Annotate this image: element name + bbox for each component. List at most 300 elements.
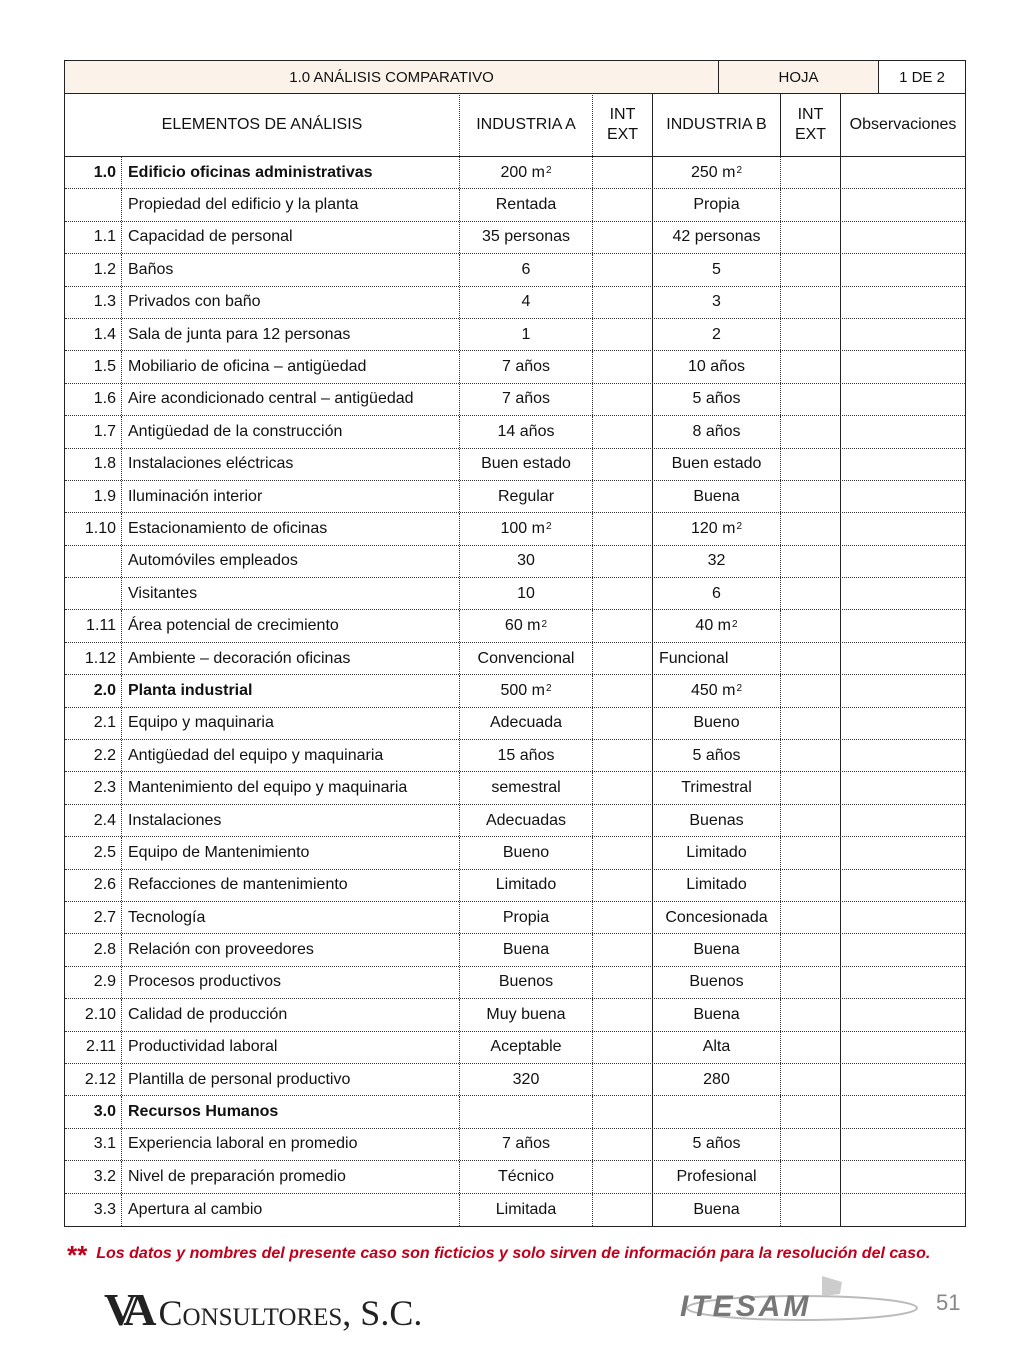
row-element <box>122 287 460 318</box>
table-row <box>65 1064 965 1096</box>
row-number <box>65 772 122 803</box>
row-industry-a <box>460 222 593 253</box>
row-industry-a <box>460 319 593 350</box>
row-industry-a <box>460 578 593 609</box>
row-industry-b <box>653 1194 781 1226</box>
row-int-ext-a <box>593 934 653 965</box>
row-element-text: Equipo y maquinaria <box>128 714 274 732</box>
row-observations <box>841 449 965 480</box>
row-industry-b-text: Buenas <box>689 811 744 829</box>
row-number <box>65 1129 122 1160</box>
row-int-ext-b <box>781 1032 841 1063</box>
page-number: 51 <box>936 1290 961 1315</box>
row-number-text: 2.2 <box>93 746 116 764</box>
row-element-text: Productividad laboral <box>128 1038 278 1056</box>
iteso-logo-text: ITESAM <box>680 1290 812 1323</box>
row-industry-b <box>653 837 781 868</box>
row-int-ext-a <box>593 902 653 933</box>
row-element <box>122 610 460 641</box>
row-element-text: Estacionamiento de oficinas <box>128 519 328 537</box>
row-number-text: 1.7 <box>93 422 116 440</box>
note-stars: ** <box>66 1240 87 1266</box>
row-number <box>65 319 122 350</box>
row-number-text: 1.4 <box>93 325 116 343</box>
row-number <box>65 902 122 933</box>
row-element-text: Plantilla de personal productivo <box>128 1070 351 1088</box>
table-row <box>65 837 965 869</box>
row-industry-a <box>460 837 593 868</box>
row-number-text: 2.8 <box>93 941 116 959</box>
row-industry-a-text: Buenos <box>498 973 554 991</box>
row-industry-a <box>460 189 593 220</box>
row-industry-b-text: Bueno <box>693 714 740 732</box>
table-row <box>65 222 965 254</box>
row-industry-b <box>653 513 781 544</box>
row-industry-b-text: 42 personas <box>672 228 761 246</box>
row-int-ext-b <box>781 481 841 512</box>
row-number <box>65 1064 122 1095</box>
row-industry-a <box>460 287 593 318</box>
row-element-text: Área potencial de crecimiento <box>128 617 339 635</box>
disclaimer-note <box>66 1240 966 1266</box>
row-int-ext-a <box>593 1032 653 1063</box>
row-industry-a <box>460 934 593 965</box>
row-industry-a-text: 10 <box>517 584 535 602</box>
row-industry-b <box>653 351 781 382</box>
row-observations <box>841 222 965 253</box>
row-int-ext-a <box>593 222 653 253</box>
row-industry-a-text: Bueno <box>502 843 550 861</box>
row-industry-b <box>653 1032 781 1063</box>
va-logo-mark: VA <box>104 1284 149 1335</box>
row-observations <box>841 837 965 868</box>
row-number <box>65 189 122 220</box>
row-element-text: Propiedad del edificio y la planta <box>128 196 359 214</box>
row-observations <box>841 287 965 318</box>
row-element <box>122 708 460 739</box>
row-number <box>65 1161 122 1192</box>
row-number <box>65 546 122 577</box>
row-industry-a-text: 320 <box>512 1070 540 1088</box>
row-element-text: Edificio oficinas administrativas <box>128 163 373 181</box>
row-industry-a <box>460 1032 593 1063</box>
row-element-text: Instalaciones <box>128 811 222 829</box>
table-row <box>65 1032 965 1064</box>
row-element-text: Procesos productivos <box>128 973 281 991</box>
row-element-text: Equipo de Mantenimiento <box>128 843 310 861</box>
row-industry-a <box>460 1064 593 1095</box>
row-element <box>122 578 460 609</box>
row-number-text: 1.9 <box>93 487 116 505</box>
column-header-row <box>64 93 966 157</box>
row-industry-a <box>460 708 593 739</box>
row-int-ext-b <box>781 740 841 771</box>
row-observations <box>841 1096 965 1127</box>
row-observations <box>841 902 965 933</box>
row-industry-a <box>460 870 593 901</box>
row-industry-a-text: Limitada <box>495 1200 557 1218</box>
row-number-text: 1.0 <box>93 163 116 181</box>
row-number-text: 3.1 <box>93 1135 116 1153</box>
row-industry-b-text: Propia <box>693 196 740 214</box>
row-element-text: Refacciones de mantenimiento <box>128 876 348 894</box>
row-observations <box>841 319 965 350</box>
row-industry-a-text: 15 años <box>497 746 555 764</box>
row-number <box>65 416 122 447</box>
row-industry-b-superscript: 2 <box>732 618 738 630</box>
row-element <box>122 319 460 350</box>
row-int-ext-a <box>593 578 653 609</box>
row-number-text: 3.3 <box>93 1200 116 1218</box>
row-element <box>122 189 460 220</box>
row-number-text: 2.3 <box>93 779 116 797</box>
row-industry-a <box>460 643 593 674</box>
row-industry-b <box>653 449 781 480</box>
row-number-text: 1.1 <box>93 228 116 246</box>
row-industry-b <box>653 675 781 706</box>
row-element-text: Automóviles empleados <box>128 552 298 570</box>
header-int-ext-b <box>781 93 841 156</box>
row-industry-b-text: 5 años <box>692 390 741 408</box>
row-observations <box>841 708 965 739</box>
row-industry-b <box>653 222 781 253</box>
row-industry-a <box>460 675 593 706</box>
row-int-ext-a <box>593 254 653 285</box>
row-industry-b-superscript: 2 <box>736 521 743 533</box>
row-industry-b-text: 450 m <box>690 681 736 699</box>
row-industry-b-text: 250 m <box>690 163 736 181</box>
row-observations <box>841 546 965 577</box>
row-int-ext-a <box>593 189 653 220</box>
row-industry-b <box>653 254 781 285</box>
row-int-ext-a <box>593 1064 653 1095</box>
row-industry-a <box>460 254 593 285</box>
row-observations <box>841 157 965 188</box>
table-row <box>65 999 965 1031</box>
row-element-text: Privados con baño <box>128 293 261 311</box>
row-industry-a-text: 7 años <box>501 1135 551 1153</box>
row-industry-b <box>653 546 781 577</box>
table-row <box>65 254 965 286</box>
row-element <box>122 643 460 674</box>
row-industry-a-text: 35 personas <box>481 228 571 246</box>
row-number <box>65 578 122 609</box>
row-observations <box>841 999 965 1030</box>
row-number <box>65 675 122 706</box>
row-element <box>122 1032 460 1063</box>
row-industry-a <box>460 1129 593 1160</box>
table-row <box>65 870 965 902</box>
row-industry-b-text: Limitado <box>686 843 747 861</box>
row-element <box>122 1096 460 1127</box>
row-element <box>122 772 460 803</box>
table-row <box>65 643 965 675</box>
table-row <box>65 967 965 999</box>
table-row <box>65 708 965 740</box>
row-int-ext-a <box>593 449 653 480</box>
row-int-ext-b <box>781 1064 841 1095</box>
row-element-text: Experiencia laboral en promedio <box>128 1135 358 1153</box>
row-industry-a-text: 14 años <box>497 422 555 440</box>
row-element <box>122 351 460 382</box>
row-element-text: Visitantes <box>128 584 198 602</box>
row-int-ext-b <box>781 513 841 544</box>
row-int-ext-b <box>781 934 841 965</box>
va-consultores-logo <box>104 1283 422 1336</box>
row-industry-b <box>653 934 781 965</box>
row-number <box>65 805 122 836</box>
row-element-text: Instalaciones eléctricas <box>128 455 294 473</box>
row-int-ext-a <box>593 870 653 901</box>
header-observations: Observaciones <box>849 115 957 133</box>
row-industry-a-text: Convencional <box>477 649 575 667</box>
header-int-ext-a <box>593 93 653 156</box>
row-number <box>65 1194 122 1226</box>
row-element-text: Relación con proveedores <box>128 941 314 959</box>
row-industry-a-text: Regular <box>497 487 555 505</box>
row-industry-a-text: 4 <box>521 293 531 311</box>
row-number-text: 1.2 <box>93 260 116 278</box>
row-int-ext-a <box>593 416 653 447</box>
table-row <box>65 1194 965 1226</box>
row-int-ext-b <box>781 449 841 480</box>
row-industry-b-superscript: 2 <box>736 165 743 177</box>
row-observations <box>841 513 965 544</box>
row-observations <box>841 1064 965 1095</box>
row-number <box>65 934 122 965</box>
row-industry-b-text: Buen estado <box>671 455 762 473</box>
table-row <box>65 513 965 545</box>
table-row <box>65 351 965 383</box>
row-int-ext-b <box>781 999 841 1030</box>
row-industry-b-text: 32 <box>707 552 726 570</box>
row-int-ext-a <box>593 772 653 803</box>
row-industry-b <box>653 1096 781 1127</box>
table-row <box>65 934 965 966</box>
table-row <box>65 1129 965 1161</box>
row-int-ext-b <box>781 287 841 318</box>
row-number <box>65 999 122 1030</box>
row-industry-b <box>653 578 781 609</box>
row-element-text: Tecnología <box>128 908 206 926</box>
row-element <box>122 481 460 512</box>
row-industry-a-text: Adecuada <box>489 714 563 732</box>
row-industry-a <box>460 1096 593 1127</box>
row-industry-b-text: Buena <box>693 1005 740 1023</box>
row-observations <box>841 416 965 447</box>
row-element-text: Apertura al cambio <box>128 1200 263 1218</box>
row-number-text: 2.11 <box>86 1038 116 1056</box>
row-element <box>122 254 460 285</box>
row-int-ext-a <box>593 384 653 415</box>
row-observations <box>841 578 965 609</box>
header-int-a: INT <box>609 105 636 123</box>
row-int-ext-b <box>781 189 841 220</box>
row-industry-b <box>653 999 781 1030</box>
row-observations <box>841 643 965 674</box>
row-industry-b-text: 5 <box>712 260 721 278</box>
iteso-logo <box>672 1272 922 1332</box>
header-ext-a: EXT <box>606 125 639 143</box>
va-logo-text: Consultores, S.C. <box>158 1293 423 1333</box>
row-number-text: 1.8 <box>93 455 116 473</box>
row-element-text: Antigüedad del equipo y maquinaria <box>128 746 384 764</box>
row-int-ext-a <box>593 999 653 1030</box>
row-industry-b-text: 5 años <box>692 746 741 764</box>
table-row <box>65 546 965 578</box>
row-element-text: Sala de junta para 12 personas <box>128 325 351 343</box>
row-number <box>65 157 122 188</box>
row-industry-b-text: 120 m <box>690 519 736 537</box>
row-element <box>122 222 460 253</box>
table-row <box>65 481 965 513</box>
row-industry-b <box>653 189 781 220</box>
row-int-ext-a <box>593 546 653 577</box>
sheet-title: 1.0 ANÁLISIS COMPARATIVO <box>65 61 719 93</box>
row-industry-a <box>460 513 593 544</box>
row-number <box>65 708 122 739</box>
row-element-text: Antigüedad de la construcción <box>128 422 343 440</box>
row-industry-b <box>653 384 781 415</box>
row-industry-b-text: Alta <box>702 1038 731 1056</box>
row-element-text: Nivel de preparación promedio <box>128 1167 346 1185</box>
row-industry-b-text: Buena <box>693 487 740 505</box>
table-row <box>65 902 965 934</box>
row-element <box>122 513 460 544</box>
row-industry-b-text: 10 años <box>688 358 745 376</box>
row-industry-a-superscript: 2 <box>541 618 548 630</box>
row-industry-a <box>460 772 593 803</box>
row-int-ext-a <box>593 1194 653 1226</box>
row-element-text: Aire acondicionado central – antigüedad <box>128 390 414 408</box>
row-number-text: 1.6 <box>93 390 116 408</box>
row-int-ext-b <box>781 351 841 382</box>
row-number <box>65 384 122 415</box>
row-industry-a-text: Rentada <box>495 196 557 214</box>
row-industry-a <box>460 481 593 512</box>
row-element <box>122 967 460 998</box>
row-number <box>65 643 122 674</box>
row-number <box>65 610 122 641</box>
row-number <box>65 967 122 998</box>
row-observations <box>841 1161 965 1192</box>
row-element <box>122 740 460 771</box>
row-industry-b-text: Profesional <box>676 1167 757 1185</box>
row-observations <box>841 189 965 220</box>
row-number-text: 2.12 <box>84 1070 116 1088</box>
row-number-text: 2.7 <box>93 908 116 926</box>
row-industry-a <box>460 999 593 1030</box>
row-industry-a-text: Técnico <box>497 1167 555 1185</box>
row-observations <box>841 934 965 965</box>
row-observations <box>841 805 965 836</box>
row-industry-b <box>653 481 781 512</box>
row-number <box>65 740 122 771</box>
header-industry-a: INDUSTRIA A <box>460 93 593 156</box>
row-industry-a <box>460 610 593 641</box>
row-industry-b <box>653 1129 781 1160</box>
row-observations <box>841 675 965 706</box>
row-industry-b-text: Limitado <box>686 876 747 894</box>
row-element <box>122 805 460 836</box>
row-element-text: Calidad de producción <box>128 1005 288 1023</box>
row-int-ext-b <box>781 416 841 447</box>
row-industry-b <box>653 157 781 188</box>
row-observations <box>841 967 965 998</box>
row-int-ext-b <box>781 675 841 706</box>
row-industry-a-text: Aceptable <box>490 1038 562 1056</box>
row-int-ext-b <box>781 1161 841 1192</box>
row-industry-b <box>653 1064 781 1095</box>
row-element-text: Iluminación interior <box>128 487 263 505</box>
table-row <box>65 1096 965 1128</box>
table-row <box>65 1161 965 1193</box>
row-number <box>65 449 122 480</box>
row-industry-a-text: Limitado <box>495 876 557 894</box>
table-row <box>65 319 965 351</box>
row-element-text: Capacidad de personal <box>128 228 293 246</box>
row-industry-a-superscript: 2 <box>545 521 552 533</box>
row-element <box>122 1161 460 1192</box>
note-text: Los datos y nombres del presente caso son ficticios y solo sirven de información para la resolución del caso. <box>96 1245 931 1262</box>
row-industry-a-superscript: 2 <box>545 165 552 177</box>
row-element-text: Baños <box>128 260 174 278</box>
row-element <box>122 1194 460 1226</box>
row-number <box>65 513 122 544</box>
row-int-ext-b <box>781 708 841 739</box>
table-row <box>65 449 965 481</box>
row-industry-b-text: 40 m <box>695 617 731 635</box>
row-int-ext-a <box>593 805 653 836</box>
row-industry-a <box>460 546 593 577</box>
row-industry-a <box>460 1161 593 1192</box>
row-industry-b <box>653 1161 781 1192</box>
row-industry-b <box>653 902 781 933</box>
row-element <box>122 837 460 868</box>
row-int-ext-a <box>593 643 653 674</box>
row-int-ext-a <box>593 351 653 382</box>
row-int-ext-a <box>593 610 653 641</box>
row-int-ext-a <box>593 287 653 318</box>
row-observations <box>841 772 965 803</box>
row-industry-b <box>653 416 781 447</box>
row-industry-a-text: 7 años <box>501 358 551 376</box>
row-number <box>65 837 122 868</box>
row-int-ext-b <box>781 546 841 577</box>
row-int-ext-b <box>781 1194 841 1226</box>
row-industry-a-text: 30 <box>517 552 535 570</box>
row-industry-b-text: 5 años <box>692 1135 741 1153</box>
row-element-text: Mantenimiento del equipo y maquinaria <box>128 779 408 797</box>
header-int-b: INT <box>797 105 824 123</box>
row-industry-b-text: Buena <box>693 941 740 959</box>
row-industry-a-text: Muy buena <box>486 1005 566 1023</box>
row-observations <box>841 351 965 382</box>
row-industry-a <box>460 351 593 382</box>
row-observations <box>841 870 965 901</box>
row-int-ext-b <box>781 157 841 188</box>
row-int-ext-b <box>781 805 841 836</box>
row-industry-a-text: 6 <box>521 260 531 278</box>
row-int-ext-b <box>781 1096 841 1127</box>
row-industry-b <box>653 643 781 674</box>
row-observations <box>841 481 965 512</box>
row-number <box>65 870 122 901</box>
row-industry-b <box>653 319 781 350</box>
row-number-text: 1.10 <box>84 519 116 537</box>
row-int-ext-a <box>593 708 653 739</box>
sheet-label: HOJA <box>719 61 879 93</box>
